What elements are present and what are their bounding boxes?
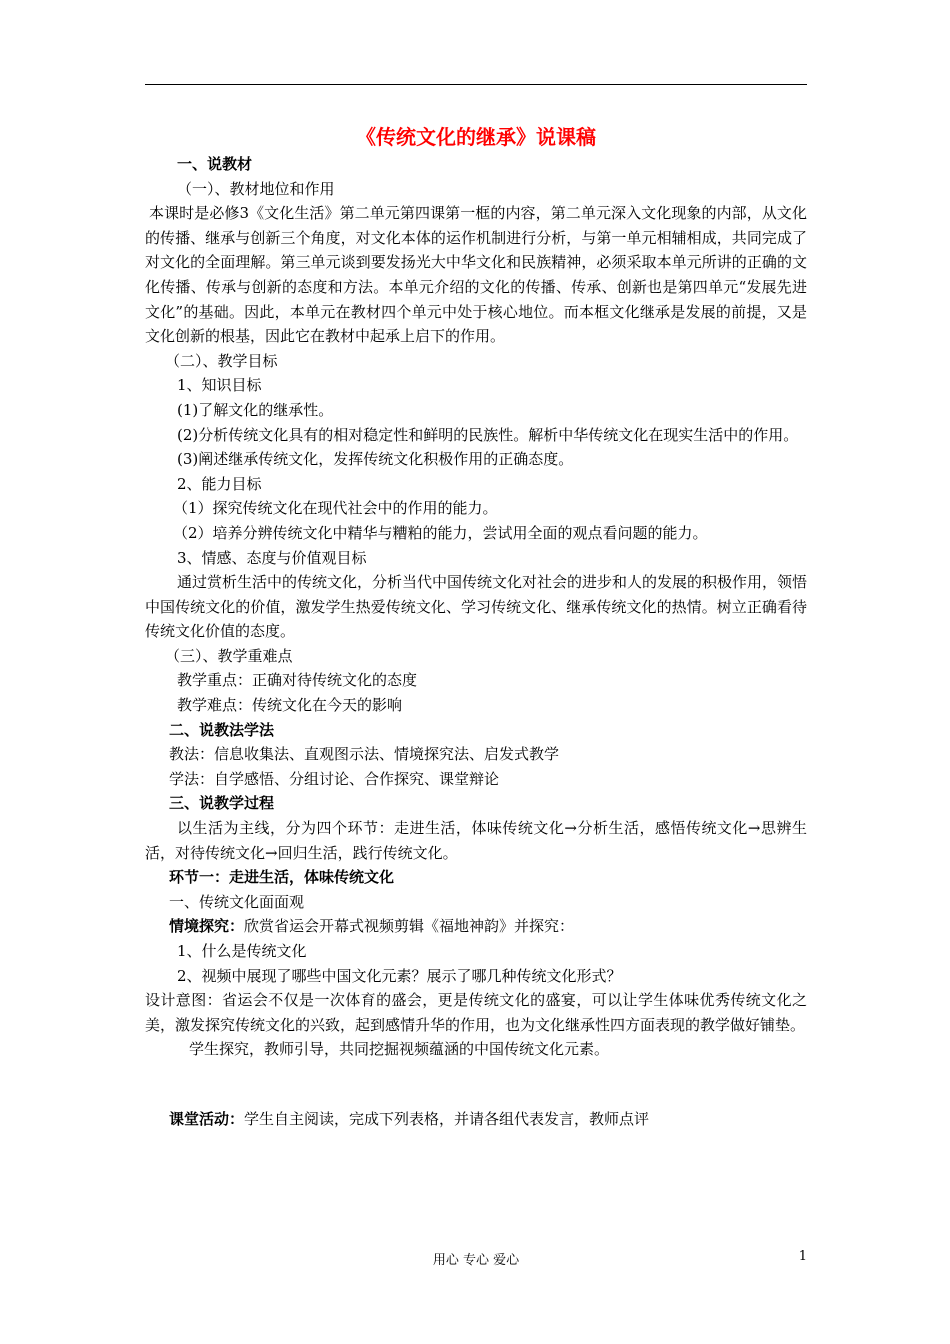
paragraph-text: 欣赏省运会开幕式视频剪辑《福地神韵》并探究： (244, 917, 575, 936)
paragraph (145, 496, 807, 521)
paragraph (145, 816, 807, 865)
paragraph-text: 一、传统文化面面观 (169, 892, 305, 911)
document-title: 《传统文化的继承》说课稿 (356, 125, 596, 149)
paragraph (145, 521, 807, 546)
paragraph-text: 2、能力目标 (177, 474, 262, 493)
paragraph (145, 1107, 807, 1132)
paragraph-text: 学生自主阅读，完成下列表格，并请各组代表发言，教师点评 (244, 1109, 650, 1128)
paragraph-text: (1)了解文化的继承性。 (177, 400, 334, 419)
paragraph-text: 以生活为主线，分为四个环节：走进生活，体味传统文化→分析生活，感悟传统文化→思辨生活，对待传统文化→回归生活，践行传统文化。 (145, 819, 807, 862)
paragraph (145, 767, 807, 792)
paragraph-text: 本课时是必修3《文化生活》第二单元第四课第一框的内容，第二单元深入文化现象的内部，从文化的传播、继承与创新三个角度，对文化本体的运作机制进行分析，与第一单元相辅相成，共同完成了对文化的全面理解。第三单元谈到要发扬光大中华文化和民族精神，必须采取本单元所讲的正确的文化传播、传承与创新的态度和方法。本单元介绍的文化的传播、传承、创新也是第四单元“发展先进文化”的基础。因此，本单元在教材四个单元中处于核心地位。而本框文化继承是发展的前提，又是文化创新的根基，因此它在教材中起承上启下的作用。 (145, 204, 807, 346)
paragraph-text: 设计意图：省运会不仅是一次体育的盛会，更是传统文化的盛宴，可以让学生体味优秀传统文化之美，激发探究传统文化的兴致，起到感情升华的作用，也为文化继承性四方面表现的教学做好铺垫。 (145, 991, 807, 1034)
paragraph-text: 通过赏析生活中的传统文化，分析当代中国传统文化对社会的进步和人的发展的积极作用，领悟中国传统文化的价值，激发学生热爱传统文化、学习传统文化、继承传统文化的热情。树立正确看待传统文化价值的态度。 (145, 573, 808, 641)
paragraph-text: (3)阐述继承传统文化，发挥传统文化积极作用的正确态度。 (177, 450, 574, 469)
section-heading (145, 865, 807, 890)
paragraph (145, 964, 807, 989)
paragraph-text: 1、什么是传统文化 (177, 942, 307, 960)
paragraph (145, 546, 807, 571)
paragraph-text: 一、说教材 (177, 155, 253, 173)
paragraph-label: 情境探究： (169, 917, 245, 936)
paragraph-text: 1、知识目标 (177, 376, 262, 395)
paragraph (145, 644, 807, 669)
paragraph (145, 693, 807, 718)
paragraph-text: （二）、教学目标 (165, 351, 278, 370)
paragraph-label: 课堂活动： (169, 1109, 245, 1128)
paragraph (145, 177, 807, 202)
paragraph-spacer (145, 1062, 807, 1107)
paragraph-text: 二、说教法学法 (169, 720, 275, 739)
paragraph (145, 423, 807, 448)
paragraph (145, 447, 807, 472)
section-heading (145, 152, 807, 177)
paragraph-text: 三、说教学过程 (169, 794, 275, 813)
paragraph-text: (2)分析传统文化具有的相对稳定性和鲜明的民族性。解析中华传统文化在现实生活中的作用。 (177, 425, 799, 444)
paragraph (145, 742, 807, 767)
paragraph-text: （三）、教学重难点 (165, 646, 293, 665)
page-footer (145, 1249, 807, 1269)
paragraph-text: （一）、教材地位和作用 (177, 179, 335, 198)
paragraph-text: 3、情感、态度与价值观目标 (177, 548, 367, 567)
paragraph (145, 201, 807, 349)
paragraph-text: 教学难点：传统文化在今天的影响 (177, 696, 403, 715)
section-heading (145, 791, 807, 816)
paragraph (145, 939, 807, 964)
paragraph (145, 914, 807, 939)
paragraph (145, 890, 807, 915)
paragraph-text: （2）培养分辨传统文化中精华与糟粕的能力，尝试用全面的观点看问题的能力。 (173, 523, 708, 542)
paragraph (145, 349, 807, 374)
paragraph-text: （1）探究传统文化在现代社会中的作用的能力。 (173, 499, 498, 518)
paragraph-text: 2、视频中展现了哪些中国文化元素？展示了哪几种传统文化形式？ (177, 966, 622, 985)
paragraph (145, 472, 807, 497)
paragraph (145, 373, 807, 398)
paragraph-text: 环节一：走进生活，体味传统文化 (169, 868, 395, 887)
paragraph (145, 668, 807, 693)
section-heading (145, 718, 807, 743)
footer-motto: 用心 专心 爱心 (432, 1253, 520, 1268)
paragraph (145, 570, 807, 644)
paragraph-text: 教法：信息收集法、直观图示法、情境探究法、启发式教学 (169, 745, 560, 764)
paragraph-text: 学法：自学感悟、分组讨论、合作探究、课堂辩论 (169, 769, 500, 788)
document-body (145, 152, 807, 1132)
header-rule (145, 84, 807, 85)
paragraph-text: 教学重点：正确对待传统文化的态度 (177, 671, 418, 690)
paragraph (145, 1037, 807, 1062)
page-number: 1 (798, 1249, 807, 1264)
paragraph-text: 学生探究，教师引导，共同挖掘视频蕴涵的中国传统文化元素。 (189, 1040, 610, 1059)
paragraph (145, 398, 807, 423)
paragraph (145, 988, 807, 1037)
